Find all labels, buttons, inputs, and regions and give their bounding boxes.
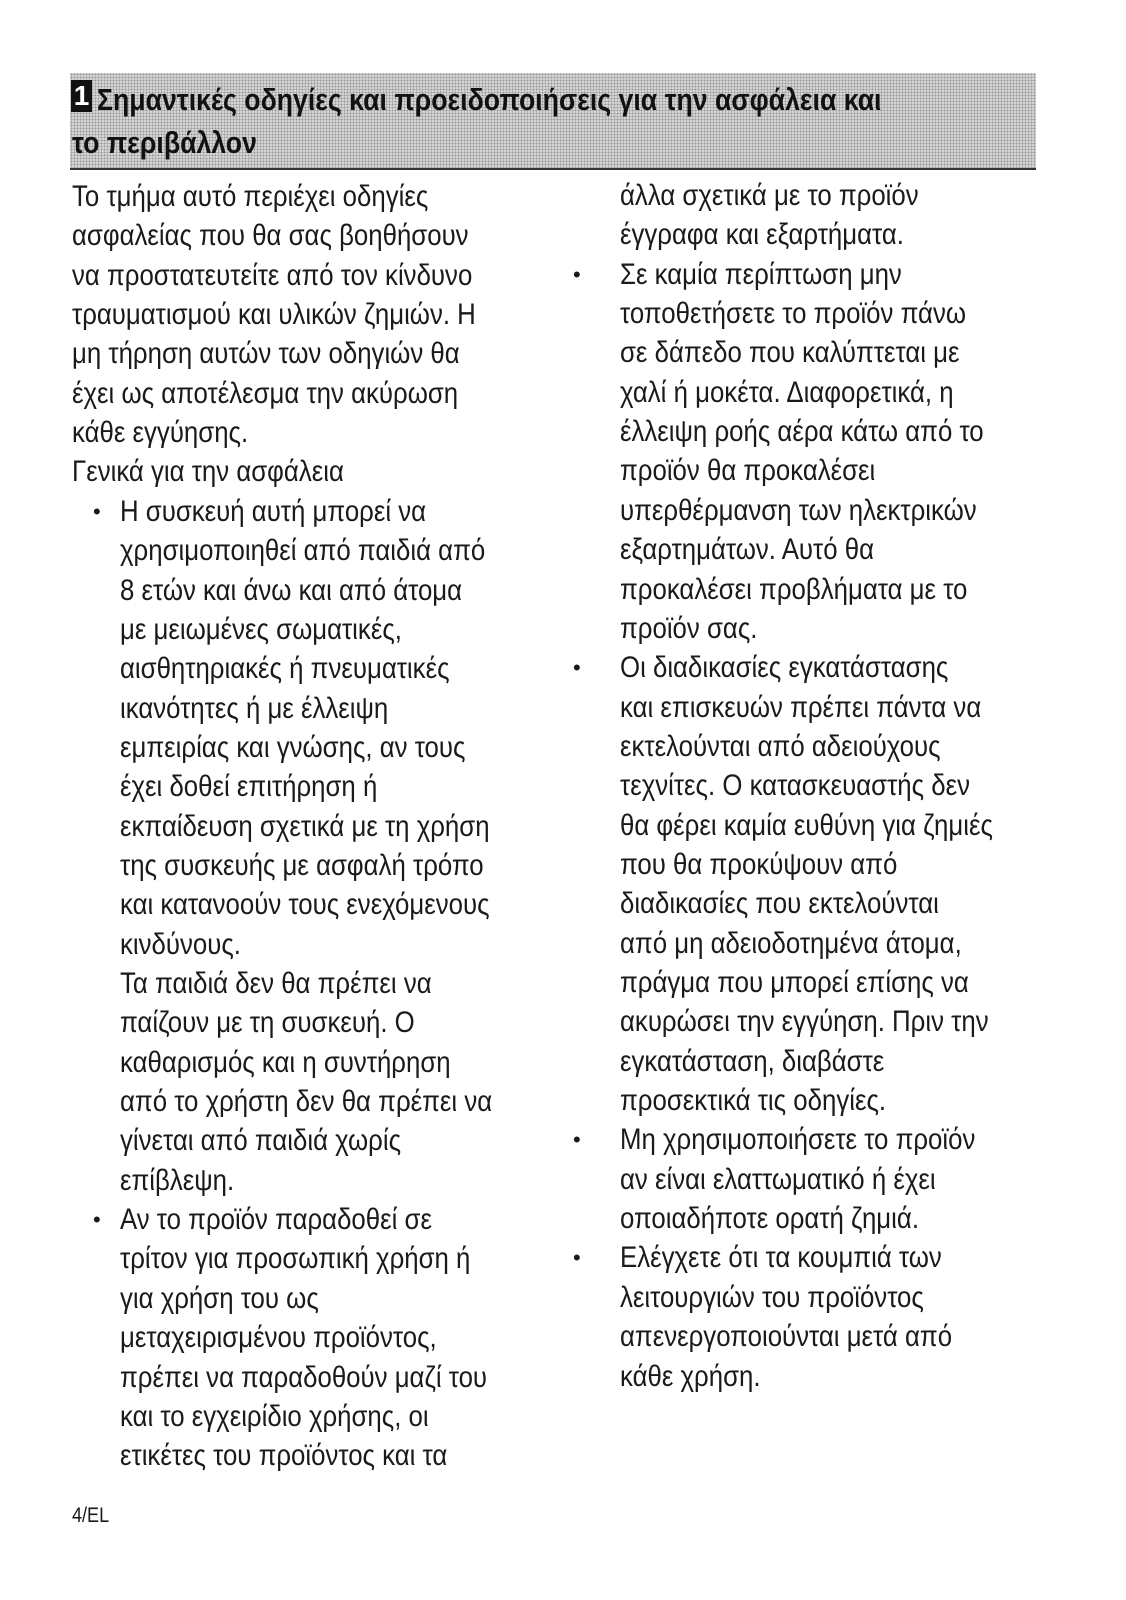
text-line: λειτουργιών του προϊόντος (620, 1280, 924, 1314)
text-line: αισθητηριακές ή πνευματικές (120, 652, 450, 686)
text-line: προσεκτικά τις οδηγίες. (620, 1084, 887, 1118)
text-line: που θα προκύψουν από (620, 847, 898, 881)
text-line: πράγμα που μπορεί επίσης να (620, 966, 969, 999)
text-line: και κατανοούν τους ενεχόμενους (120, 888, 490, 922)
section-title-line-1: Σημαντικές οδηγίες και προειδοποιήσεις για την ασφάλεια και (97, 82, 882, 117)
text-line: με μειωμένες σωματικές, (120, 612, 402, 646)
text-line: προκαλέσει προβλήματα με το (620, 572, 968, 606)
text-line: χρησιμοποιηθεί από παιδιά από (120, 534, 486, 568)
bullet-item-line: Αν το προϊόν παραδοθεί σε (120, 1203, 432, 1237)
section-number-badge: 1 (71, 80, 92, 112)
text-line: ικανότητες ή με έλλειψη (120, 691, 389, 725)
text-line: διαδικασίες που εκτελούνται (620, 887, 939, 921)
text-line: κινδύνους. (120, 927, 241, 961)
text-line: από το χρήστη δεν θα πρέπει να (120, 1085, 493, 1119)
text-line: τραυματισμού και υλικών ζημιών. Η (72, 298, 476, 332)
text-line: Γενικά για την ασφάλεια (72, 455, 344, 489)
text-line: μεταχειρισμένου προϊόντος, (120, 1321, 437, 1355)
text-line: καθαρισμός και η συντήρηση (120, 1045, 451, 1079)
bullet-item-line: Οι διαδικασίες εγκατάστασης (620, 651, 949, 685)
text-line: και επισκευών πρέπει πάντα να (620, 690, 982, 724)
text-line: τοποθετήσετε το προϊόν πάνω (620, 297, 966, 331)
text-line: έγγραφα και εξαρτήματα. (620, 218, 904, 252)
text-line: ετικέτες του προϊόντος και τα (120, 1439, 448, 1473)
text-line: πρέπει να παραδοθούν μαζί του (120, 1360, 488, 1394)
bullet-icon: • (93, 498, 101, 524)
text-line: έχει ως αποτέλεσμα την ακύρωση (72, 376, 459, 410)
text-line: ακυρώσει την εγγύηση. Πριν την (620, 1005, 989, 1039)
text-line: τρίτον για προσωπική χρήση ή (120, 1242, 471, 1276)
text-line: επίβλεψη. (120, 1163, 235, 1197)
text-line: και το εγχειρίδιο χρήσης, οι (120, 1399, 429, 1433)
text-line: της συσκευής με ασφαλή τρόπο (120, 848, 484, 882)
page-number: 4/EL (72, 1504, 110, 1527)
bullet-icon: • (573, 261, 581, 287)
bullet-item-line: Ελέγχετε ότι τα κουμπιά των (620, 1241, 942, 1275)
text-line: από μη αδειοδοτημένα άτομα, (620, 926, 962, 960)
text-line: απενεργοποιούνται μετά από (620, 1320, 953, 1354)
bullet-item-line: Μη χρησιμοποιήσετε το προϊόν (620, 1123, 976, 1157)
text-line: να προστατευτείτε από τον κίνδυνο (72, 258, 473, 292)
text-line: εκπαίδευση σχετικά με τη χρήση (120, 809, 490, 843)
text-line: προϊόν σας. (620, 611, 758, 645)
bullet-icon: • (93, 1207, 101, 1233)
text-line: τεχνίτες. Ο κατασκευαστής δεν (620, 769, 970, 803)
text-line: εκτελούνται από αδειούχους (620, 729, 941, 763)
text-line: σε δάπεδο που καλύπτεται με (620, 336, 960, 370)
text-line: άλλα σχετικά με το προϊόν (620, 179, 919, 212)
text-line: ασφαλείας που θα σας βοηθήσουν (72, 219, 469, 253)
text-line: εγκατάσταση, διαβάστε (620, 1044, 885, 1078)
text-line: κάθε χρήση. (620, 1359, 761, 1393)
text-line: 8 ετών και άνω και από άτομα (120, 573, 463, 607)
text-line: θα φέρει καμία ευθύνη για ζημιές (620, 808, 993, 842)
text-line: χαλί ή μοκέτα. Διαφορετικά, η (620, 375, 954, 409)
bullet-icon: • (573, 1127, 581, 1153)
text-line: έχει δοθεί επιτήρηση ή (120, 770, 378, 804)
text-line: Το τμήμα αυτό περιέχει οδηγίες (72, 180, 429, 213)
text-line: εμπειρίας και γνώσης, αν τους (120, 730, 466, 764)
text-line: έλλειψη ροής αέρα κάτω από το (620, 415, 984, 449)
text-line: εξαρτημάτων. Αυτό θα (620, 533, 874, 567)
section-title-line-2: το περιβάλλον (72, 125, 257, 160)
bullet-icon: • (573, 655, 581, 681)
text-line: οποιαδήποτε ορατή ζημιά. (620, 1202, 919, 1236)
text-line: Τα παιδιά δεν θα πρέπει να (120, 967, 432, 1000)
text-line: γίνεται από παιδιά χωρίς (120, 1124, 402, 1158)
text-line: προϊόν θα προκαλέσει (620, 454, 876, 488)
text-line: παίζουν με τη συσκευή. Ο (120, 1006, 415, 1040)
text-line: αν είναι ελαττωματικό ή έχει (620, 1162, 936, 1196)
bullet-icon: • (573, 1245, 581, 1271)
text-line: για χρήση του ως (120, 1281, 319, 1315)
text-line: υπερθέρμανση των ηλεκτρικών (620, 493, 977, 527)
text-line: μη τήρηση αυτών των οδηγιών θα (72, 337, 460, 371)
bullet-item-line: Η συσκευή αυτή μπορεί να (120, 494, 427, 528)
bullet-item-line: Σε καμία περίπτωση μην (620, 257, 902, 291)
text-line: κάθε εγγύησης. (72, 416, 249, 450)
